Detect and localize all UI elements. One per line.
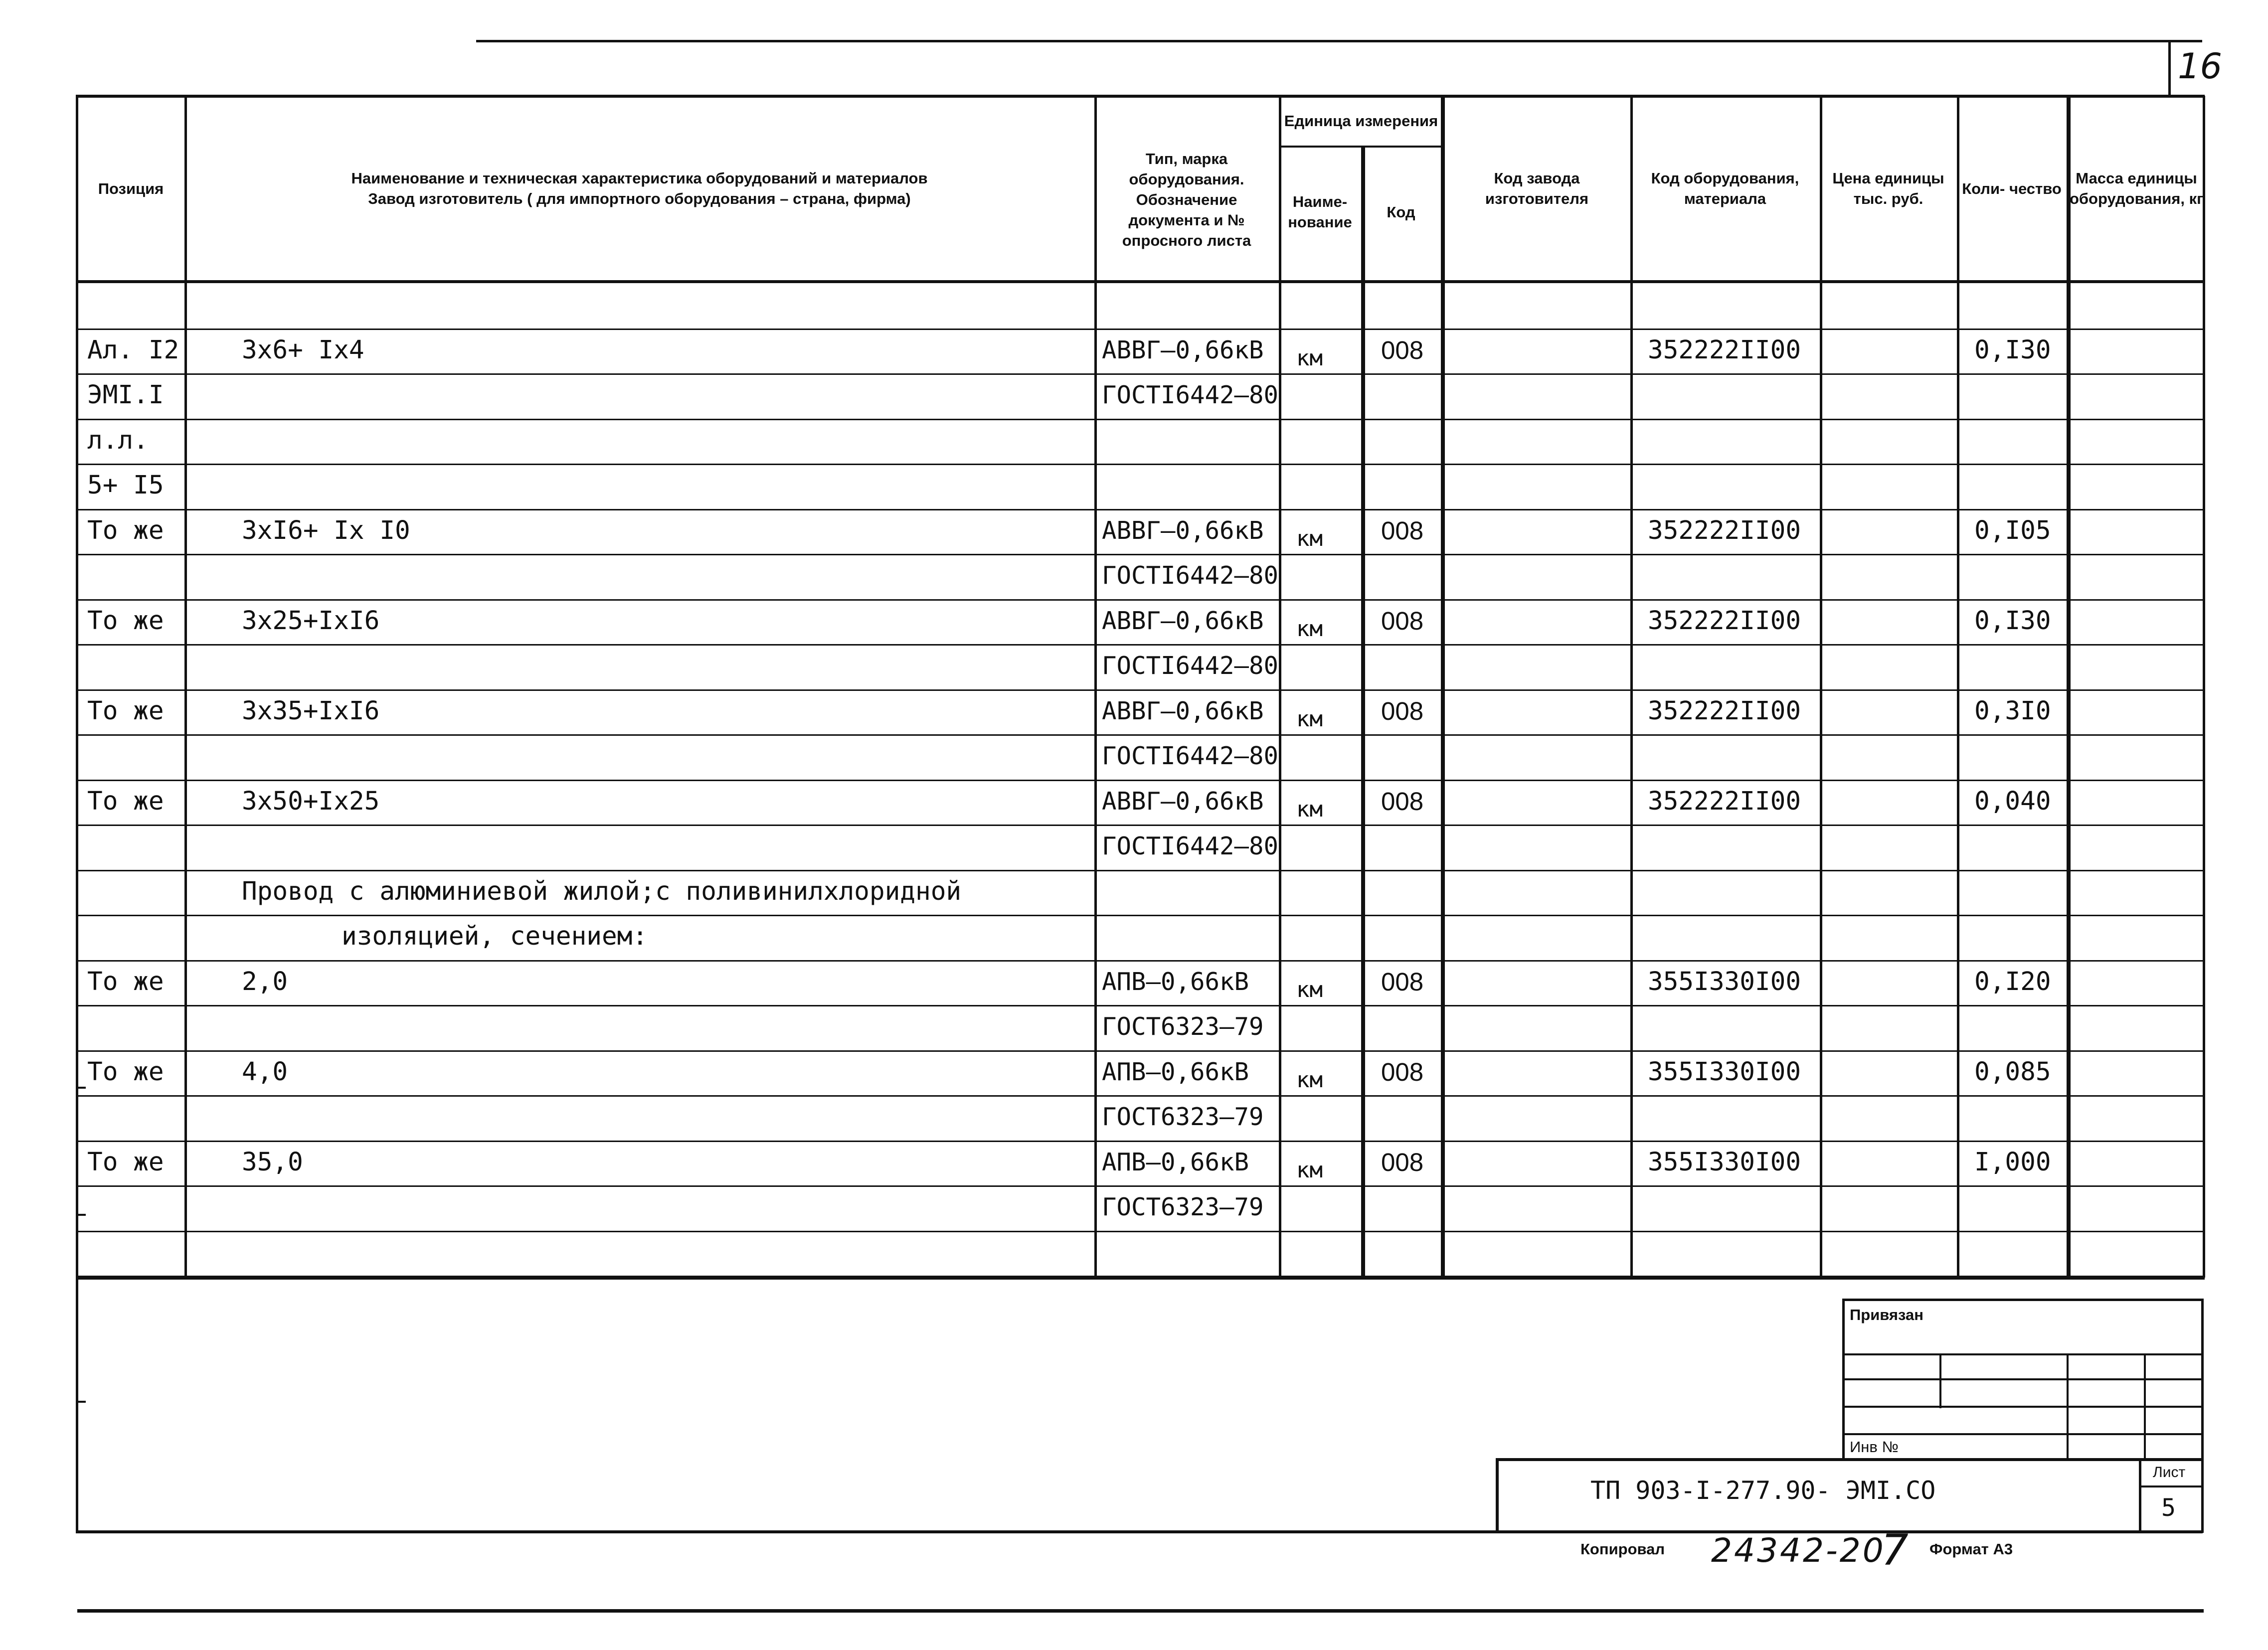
cell-unit: км: [1296, 616, 1323, 642]
row-line-5: [76, 509, 2205, 510]
cell-name: 2,0: [242, 967, 288, 996]
cell-quantity: 0,085: [1974, 1057, 2051, 1087]
cell-unit: км: [1296, 1067, 1323, 1093]
cell-quantity: 0,I30: [1974, 606, 2051, 636]
cell-position: л.л.: [87, 425, 149, 455]
stamp-col-3: [2144, 1353, 2146, 1461]
cell-unit-code: 008: [1381, 1057, 1424, 1086]
cell-name: 3х6+ Iх4: [242, 335, 364, 365]
cell-unit-code: 008: [1381, 335, 1424, 364]
column-line-4: [1361, 146, 1365, 1278]
cell-position: То же: [87, 1147, 164, 1177]
cell-type: АПВ–0,66кВ: [1102, 1148, 1249, 1176]
cell-unit-code: 008: [1381, 1148, 1424, 1176]
cell-quantity: 0,I30: [1974, 335, 2051, 365]
stamp-sheet-label: Лист: [2153, 1464, 2186, 1481]
margin-mark-1: [76, 1087, 86, 1089]
cell-unit-code: 008: [1381, 787, 1424, 816]
stamp-inv-label: Инв №: [1850, 1438, 1899, 1456]
stamp-sheet-mid: [2139, 1485, 2204, 1487]
cell-unit-code: 008: [1381, 967, 1424, 996]
cell-unit-code: 008: [1381, 516, 1424, 545]
cell-name: 3хI6+ Iх I0: [242, 515, 410, 545]
row-line-1: [76, 329, 2205, 330]
cell-name: 35,0: [242, 1147, 303, 1177]
cell-unit: км: [1296, 796, 1323, 822]
cell-quantity: 0,3I0: [1974, 696, 2051, 726]
header-name-line1: Наименование и техническая характеристика оборудований и материалов: [351, 169, 928, 187]
cell-quantity: 0,I05: [1974, 515, 2051, 545]
header-position: Позиция: [98, 179, 164, 197]
row-line-2: [76, 373, 2205, 375]
row-line-17: [76, 1050, 2205, 1052]
row-line-8: [76, 644, 2205, 646]
corner-sheet-number: 16: [2178, 46, 2223, 87]
header-qty: Коли- чество: [1962, 179, 2062, 197]
cell-position: То же: [87, 515, 164, 545]
margin-mark-2: [76, 1214, 86, 1216]
stamp-doc-code: ТП 903-I-277.90- ЭМI.СО: [1590, 1476, 1936, 1505]
cell-name: 4,0: [242, 1057, 288, 1087]
bottom-border-line: [77, 1609, 2204, 1613]
cell-name: 3х25+IхI6: [242, 606, 380, 636]
cell-position: 5+ I5: [87, 471, 164, 500]
stamp-sheet-left: [2139, 1458, 2141, 1533]
row-line-4: [76, 464, 2205, 465]
cell-type: ГОСТ6323–79: [1102, 1193, 1264, 1221]
stamp-main-top: [1496, 1458, 2203, 1461]
cell-type: АВВГ–0,66кВ: [1102, 606, 1264, 635]
stamp-main-left: [1496, 1458, 1499, 1533]
cell-unit: км: [1296, 706, 1323, 732]
stamp-row-2: [1842, 1378, 2203, 1380]
cell-name: 3х35+IхI6: [242, 696, 380, 726]
row-line-6: [76, 554, 2205, 555]
cell-name: 3х50+Iх25: [242, 786, 380, 816]
row-line-21: [76, 1231, 2205, 1232]
header-unit-name: Наиме- нование: [1288, 193, 1352, 231]
row-line-9: [76, 689, 2205, 691]
cell-type: ГОСТ6323–79: [1102, 1103, 1264, 1131]
margin-mark-3: [76, 1401, 86, 1403]
row-line-11: [76, 780, 2205, 781]
cell-equip-code: 355I330I00: [1648, 967, 1801, 996]
header-name-line2: Завод изготовитель ( для импортного оборудования – страна, фирма): [368, 190, 911, 207]
header-name: [187, 96, 1092, 281]
header-mass: Масса единицы оборудования, кг: [2069, 169, 2204, 207]
header-plant-code: Код завода изготовителя: [1485, 169, 1589, 207]
column-line-5: [1441, 96, 1445, 1278]
footer-format-label: Формат А3: [1929, 1540, 2013, 1558]
cell-type: ГОСТI6442–80: [1102, 742, 1279, 770]
header-unit-group: Единица измерения: [1284, 112, 1438, 130]
cell-name: изоляцией, сечением:: [342, 922, 648, 951]
cell-type: ГОСТI6442–80: [1102, 561, 1279, 590]
stamp-sheet-value: 5: [2161, 1494, 2176, 1522]
header-type: Тип, марка оборудования. Обозначение документа и № опросного листа: [1122, 150, 1251, 249]
cell-unit-code: 008: [1381, 696, 1424, 725]
stamp-row-3: [1842, 1406, 2203, 1408]
cell-type: АВВГ–0,66кВ: [1102, 787, 1264, 816]
stamp-row-1: [1842, 1353, 2203, 1355]
cell-position: Ал. I2: [87, 335, 179, 365]
cell-unit: км: [1296, 1157, 1323, 1183]
cell-position: ЭМI.I: [87, 380, 164, 410]
stamp-right-line: [2201, 1299, 2204, 1533]
row-line-3: [76, 419, 2205, 420]
footer-handwritten-7: 7: [1881, 1525, 1909, 1575]
cell-type: ГОСТ6323–79: [1102, 1012, 1264, 1041]
cell-equip-code: 352222II00: [1648, 606, 1801, 636]
cell-position: То же: [87, 1057, 164, 1087]
header-price: Цена единицы тыс. руб.: [1832, 169, 1944, 207]
cell-position: То же: [87, 786, 164, 816]
cell-type: АПВ–0,66кВ: [1102, 1057, 1249, 1086]
cell-quantity: 0,I20: [1974, 967, 2051, 996]
stamp-col-1: [1939, 1353, 1941, 1408]
footer-copy-number: 24342-20: [1711, 1531, 1886, 1570]
header-unit-code: Код: [1387, 203, 1415, 221]
cell-type: АВВГ–0,66кВ: [1102, 335, 1264, 364]
cell-position: То же: [87, 967, 164, 996]
row-line-16: [76, 1005, 2205, 1006]
row-line-18: [76, 1095, 2205, 1097]
cell-unit-code: 008: [1381, 606, 1424, 635]
stamp-top-line: [1842, 1299, 2203, 1301]
cell-type: АВВГ–0,66кВ: [1102, 696, 1264, 725]
cell-position: То же: [87, 606, 164, 636]
corner-sheet-divider: [2168, 40, 2171, 95]
cell-equip-code: 352222II00: [1648, 696, 1801, 726]
cell-equip-code: 352222II00: [1648, 786, 1801, 816]
cell-equip-code: 355I330I00: [1648, 1057, 1801, 1087]
cell-type: ГОСТI6442–80: [1102, 652, 1279, 680]
cell-name: Провод с алюминиевой жилой;с поливинилхлоридной: [242, 876, 962, 906]
left-frame-line: [76, 96, 78, 1531]
cell-quantity: I,000: [1974, 1147, 2051, 1177]
row-line-12: [76, 825, 2205, 826]
cell-type: АПВ–0,66кВ: [1102, 967, 1249, 996]
row-line-19: [76, 1141, 2205, 1142]
cell-type: ГОСТI6442–80: [1102, 832, 1279, 860]
cell-unit: км: [1296, 977, 1323, 1002]
row-line-20: [76, 1185, 2205, 1187]
cell-unit: км: [1296, 345, 1323, 371]
table-bottom-border: [76, 1276, 2205, 1280]
row-line-14: [76, 915, 2205, 916]
footer-copied-label: Копировал: [1580, 1540, 1665, 1558]
header-equip-code: Код оборудования, материала: [1651, 169, 1799, 207]
row-line-10: [76, 734, 2205, 736]
row-line-13: [76, 870, 2205, 871]
cell-equip-code: 355I330I00: [1648, 1147, 1801, 1177]
cell-equip-code: 352222II00: [1648, 515, 1801, 545]
top-border-line: [476, 40, 2202, 42]
row-line-15: [76, 960, 2205, 962]
stamp-row-4: [1842, 1433, 2203, 1435]
stamp-linked-label: Привязан: [1850, 1306, 1923, 1323]
cell-type: АВВГ–0,66кВ: [1102, 516, 1264, 545]
cell-position: То же: [87, 696, 164, 726]
cell-quantity: 0,040: [1974, 786, 2051, 816]
stamp-col-2: [2067, 1353, 2069, 1461]
cell-unit: км: [1296, 525, 1323, 551]
cell-equip-code: 352222II00: [1648, 335, 1801, 365]
cell-type: ГОСТI6442–80: [1102, 381, 1279, 409]
row-line-7: [76, 599, 2205, 601]
